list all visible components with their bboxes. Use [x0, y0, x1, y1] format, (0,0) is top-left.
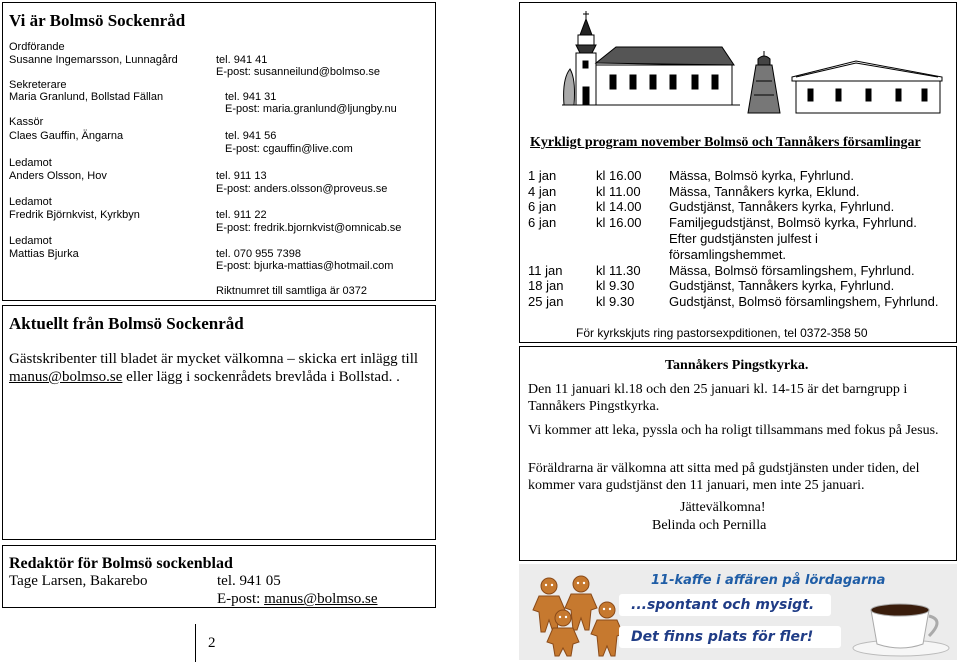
program-event: Gudstjänst, Tannåkers kyrka, Fyhrlund. [669, 199, 895, 214]
news-email-link[interactable]: manus@bolmso.se [9, 369, 123, 385]
program-time: kl 9.30 [596, 294, 635, 309]
coffee-banner [519, 564, 957, 660]
member-name: Maria Granlund, Bollstad Fällan [9, 91, 164, 103]
board-title: Vi är Bolmsö Sockenråd [9, 11, 186, 30]
member-name: Fredrik Björnkvist, Kyrkbyn [9, 209, 140, 221]
church-illustration-bolmso [562, 9, 742, 113]
editor-box [2, 545, 436, 608]
program-event: Gudstjänst, Tannåkers kyrka, Fyhrlund. [669, 278, 895, 293]
member-role: Sekreterare [9, 79, 67, 91]
editor-email-line [217, 592, 378, 607]
pingst-box [519, 346, 957, 561]
pingst-signature: Belinda och Pernilla [652, 518, 767, 533]
member-email: E-post: susanneilund@bolmso.se [216, 66, 381, 78]
program-time: kl 11.30 [596, 263, 641, 278]
member-name: Susanne Ingemarsson, Lunnagård [9, 54, 178, 66]
pingst-title: Tannåkers Pingstkyrka. [665, 358, 809, 373]
news-text-before: Gästskribenter till bladet är mycket välkomna – skicka ert inlägg till [9, 351, 419, 367]
banner-line-3-bg [619, 626, 841, 648]
program-event: församlingshemmet. [669, 247, 787, 262]
program-date: 11 jan [528, 263, 563, 278]
member-email: E-post: fredrik.bjornkvist@omnicab.se [216, 222, 402, 234]
pingst-paragraph-3: Föräldrarna är välkomna att sitta med på gudstjänsten under tiden, del kommer vara gudstjänst den 11 januari, men inte 25 januari. [528, 461, 920, 493]
pingst-paragraph-1: Den 11 januari kl.18 och den 25 januari kl. 14-15 är det barngrupp i Tannåkers Pingstkyrka. [528, 382, 908, 414]
editor-title: Redaktör för Bolmsö sockenblad [9, 555, 233, 572]
member-role: Ordförande [9, 41, 65, 53]
program-date: 6 jan [528, 199, 557, 214]
member-email: E-post: bjurka-mattias@hotmail.com [216, 260, 394, 272]
member-role: Kassör [9, 116, 44, 128]
member-tel: tel. 911 22 [216, 209, 267, 221]
page-number: 2 [208, 635, 216, 651]
program-event: Gudstjänst, Bolmsö församlingshem, Fyhrlund. [669, 294, 939, 309]
banner-line-2: ...spontant och mysigt. [631, 597, 815, 613]
program-event: Mässa, Bolmsö kyrka, Fyhrlund. [669, 168, 854, 183]
program-date: 6 jan [528, 215, 557, 230]
program-date: 4 jan [528, 184, 557, 199]
board-box [2, 2, 436, 301]
transport-note: För kyrkskjuts ring pastorsexpditionen, tel 0372-358 50 [576, 326, 868, 340]
area-code-note: Riktnumret till samtliga är 0372 [216, 285, 368, 297]
member-name: Claes Gauffin, Ängarna [9, 130, 124, 142]
member-tel: tel. 911 13 [216, 170, 267, 182]
member-tel: tel. 941 31 [225, 91, 277, 103]
member-role: Ledamot [9, 235, 52, 247]
editor-tel: tel. 941 05 [217, 573, 281, 589]
news-box [2, 305, 436, 540]
news-title: Aktuellt från Bolmsö Sockenråd [9, 314, 244, 333]
member-email: E-post: cgauffin@live.com [225, 143, 353, 155]
member-name: Mattias Bjurka [9, 248, 79, 260]
banner-line-3: Det finns plats för fler! [631, 629, 814, 645]
banner-line-1: 11-kaffe i affären på lördagarna [651, 573, 886, 588]
member-name: Anders Olsson, Hov [9, 170, 107, 182]
pingst-paragraph-2: Vi kommer att leka, pyssla och ha roligt tillsammans med fokus på Jesus. [528, 423, 939, 438]
program-time: kl 14.00 [596, 199, 642, 214]
member-email: E-post: anders.olsson@proveus.se [216, 183, 388, 195]
program-event: Mässa, Bolmsö församlingshem, Fyhrlund. [669, 263, 915, 278]
news-text-after: eller lägg i sockenrådets brevlåda i Bollstad. . [122, 369, 400, 385]
program-date: 1 jan [528, 168, 557, 183]
program-title: Kyrkligt program november Bolmsö och Tannåkers församlingar [530, 135, 921, 150]
program-time: kl 11.00 [596, 184, 641, 199]
program-event: Mässa, Tannåkers kyrka, Eklund. [669, 184, 860, 199]
program-time: kl 16.00 [596, 168, 642, 183]
editor-email-label: E-post: [217, 591, 265, 607]
member-role: Ledamot [9, 196, 52, 208]
editor-name: Tage Larsen, Bakarebo [9, 573, 148, 589]
gingerbread-icon [529, 570, 629, 658]
program-date: 25 jan [528, 294, 564, 309]
program-event: Efter gudstjänsten julfest i [669, 231, 818, 246]
member-role: Ledamot [9, 157, 52, 169]
church-illustration-tannaker [746, 51, 952, 115]
member-tel: tel. 070 955 7398 [216, 248, 302, 260]
program-time: kl 9.30 [596, 278, 635, 293]
page-number-divider [195, 624, 196, 662]
pingst-greeting: Jättevälkomna! [680, 500, 766, 515]
member-tel: tel. 941 41 [216, 54, 268, 66]
editor-email-link[interactable]: manus@bolmso.se [264, 591, 378, 607]
member-email: E-post: maria.granlund@ljungby.nu [225, 103, 397, 115]
program-time: kl 16.00 [596, 215, 642, 230]
banner-line-2-bg [619, 594, 831, 616]
program-event: Familjegudstjänst, Bolmsö kyrka, Fyhrlund. [669, 215, 917, 230]
member-tel: tel. 941 56 [225, 130, 277, 142]
news-body [9, 350, 429, 386]
program-date: 18 jan [528, 278, 564, 293]
program-box [519, 2, 957, 343]
coffee-cup-icon [849, 590, 953, 658]
